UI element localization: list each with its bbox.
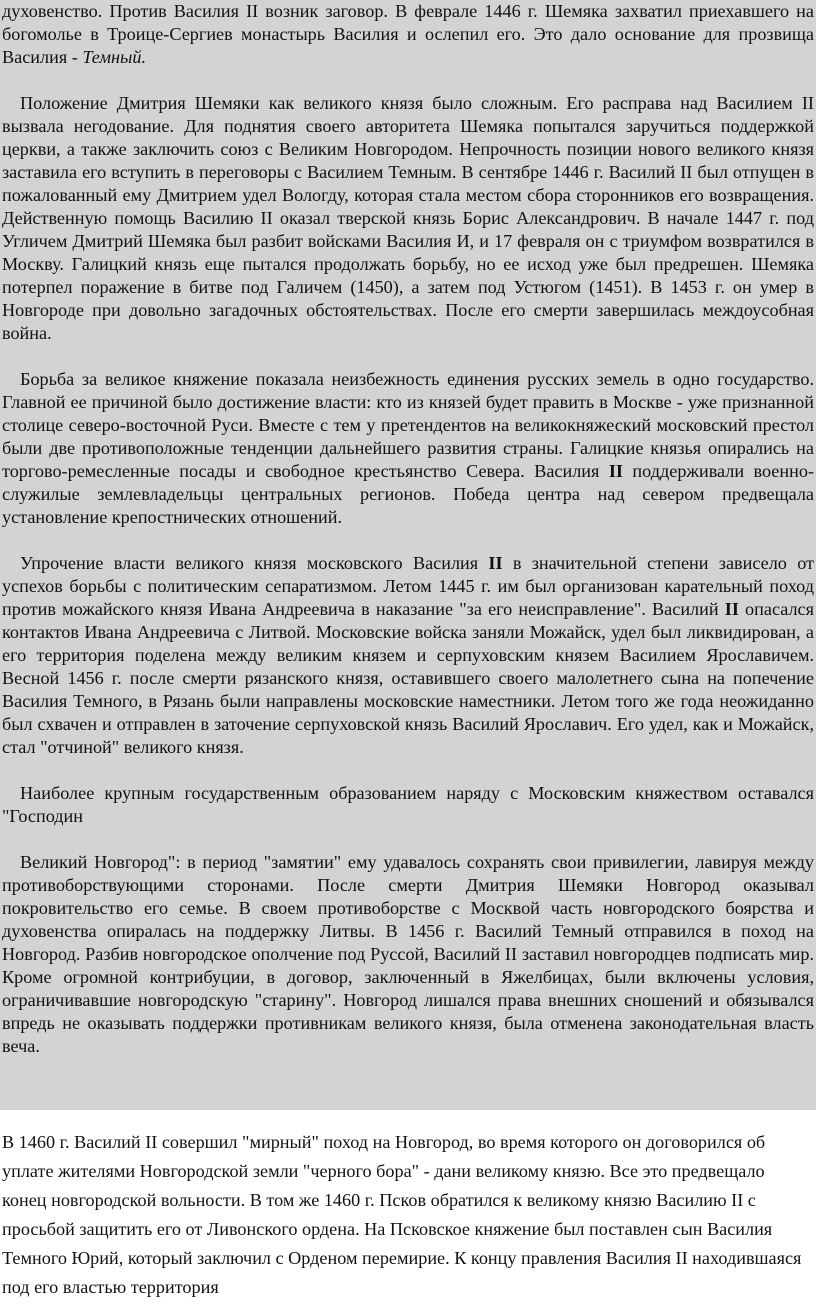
paragraph-2: Положение Дмитрия Шемяки как великого князя было сложным. Его расправа над Василием II вызвала негодование. Для поднятия своего авторитета Шемяка попытался заручиться поддержкой церкви, а также заключить союз с Великим Новгородом. Непрочность позиции нового великого князя заставила его вступить в переговоры с Василием Темным. В сентябре 1446 г. Василий II был отпущен в пожалованный ему Дмитрием удел Вологду, которая стала местом сбора сторонников его возвращения. Действенную помощь Василию II оказал тверской князь Борис Александрович. В начале 1447 г. под Угличем Дмитрий Шемяка был разбит войсками Василия И, и 17 февраля он с триумфом возвратился в Москву. Галицкий князь еще пытался продолжать борьбу, но ее исход уже был предрешен. Шемяка потерпел поражение в битве под Галичем (1450), а затем под Устюгом (1451). В 1453 г. он умер в Новгороде при довольно загадочных обстоятельствах. После его смерти завершилась междоусобная война. [2,93,814,343]
paragraph-3-bold: II [608,461,623,481]
paragraph-4-part-c: опасался контактов Ивана Андреевича с Литвой. Московские войска заняли Можайск, удел был ликвидирован, а его территория поделена между великим князем и серпуховским князем Василием Ярославичем. Весной 1456 г. после смерти рязанского князя, оставившего своего малолетнего сына на попечение Василия Темного, в Рязань были направлены московские наместники. Летом того же года неожиданно был схвачен и отправлен в заточение серпуховской князь Василий Ярославич. Его удел, как и Можайск, стал "отчиной" великого князя. [2,599,814,757]
paragraph-3 [2,368,814,529]
paragraph-1 [2,0,814,69]
paragraph-4-bold-2: II [724,599,739,619]
paragraph-4-part-a: Упрочение власти великого князя московского Василия [20,553,489,573]
paragraph-1-emphasis: Темный. [82,47,147,67]
paragraph-3-part-a: Борьба за великое княжение показала неизбежность единения русских земель в одно государство. Главной ее причиной было достижение власти: кто из князей будет править в Москве - уже признанной столице северо-восточной Руси. Вместе с тем у претендентов на великокняжеский московский престол были две противоположные тенденции дальнейшего развития страны. Галицкие князья опирались на торгово-ремесленные посады и свободное крестьянство Севера. Василия [2,369,814,481]
paragraph-1-text: духовенство. Против Василия II возник заговор. В феврале 1446 г. Шемяка захватил приехавшего на богомолье в Троице-Сергиев монастырь Василия и ослепил его. Это дало основание для прозвища Василия - [2,1,814,67]
paragraph-5: Наиболее крупным государственным образованием наряду с Московским княжеством оставался "Господин [2,783,814,826]
paragraph-4 [2,552,814,759]
paragraph-4-bold-1: II [488,553,503,573]
paragraph-3-part-b: поддерживали военно-служилые землевладельцы центральных регионов. Победа центра над севером предвещала установление крепостнических отношений. [2,461,815,527]
plain-text-block [0,1128,814,1302]
paragraph-7: В 1460 г. Василий II совершил "мирный" поход на Новгород, во время которого он договорился об уплате жителями Новгородской земли "черного бора" - дани великому князю. Все это предвещало конец новгородской вольности. В том же 1460 г. Псков обратился к великому князю Василию II с просьбой защитить его от Ливонского ордена. На Псковское княжение был поставлен сын Василия Темного Юрий, который заключил с Орденом перемирие. К концу правления Василия II находившаяся под его властью территория [2,1132,802,1297]
paragraph-6: Великий Новгород": в период "замятии" ему удавалось сохранять свои привилегии, лавируя между противоборствующими сторонами. После смерти Дмитрия Шемяки Новгород оказывал покровительство его семье. В своем противоборстве с Москвой часть новгородского боярства и духовенства опиралась на поддержку Литвы. В 1456 г. Василий Темный отправился в поход на Новгород. Разбив новгородское ополчение под Руссой, Василий II заставил новгородцев подписать мир. Кроме огромной контрибуции, в договор, заключенный в Яжелбицах, были включены условия, ограничивавшие новгородскую "старину". Новгород лишался права внешних сношений и обязывался впредь не оказывать поддержки противникам великого князя, была отменена законодательная власть веча. [2,852,814,1056]
paragraph-4-part-b: в значительной степени зависело от успехов борьбы с политическим сепаратизмом. Летом 1445 г. им был организован карательный поход против можайского князя Ивана Андреевича в наказание "за его неисправление". Василий [2,553,814,619]
